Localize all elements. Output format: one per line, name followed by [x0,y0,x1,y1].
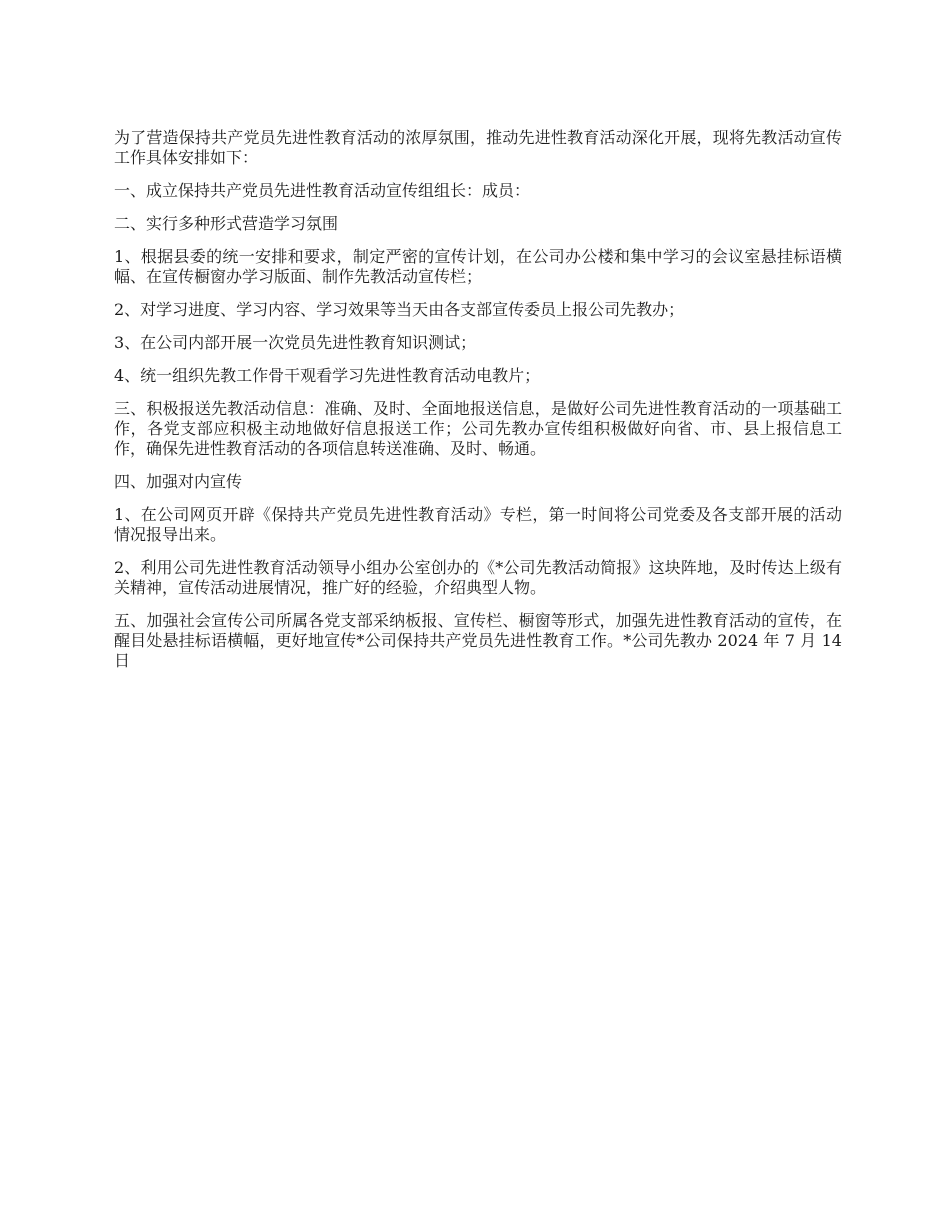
section-4-heading: 四、加强对内宣传 [114,472,243,491]
section-4-item-1: 1、在公司网页开辟《保持共产党员先进性教育活动》专栏，第一时间将公司党委及各支部开展的活动情况报导出来。 [114,505,842,544]
section-4-item-2: 2、利用公司先进性教育活动领导小组办公室创办的《*公司先教活动简报》这块阵地，及时传达上级有关精神，宣传活动进展情况，推广好的经验，介绍典型人物。 [114,558,842,597]
intro-paragraph: 为了营造保持共产党员先进性教育活动的浓厚氛围，推动先进性教育活动深化开展，现将先教活动宣传工作具体安排如下： [114,128,842,167]
section-5-paragraph: 五、加强社会宣传公司所属各党支部采纳板报、宣传栏、橱窗等形式，加强先进性教育活动的宣传，在醒目处悬挂标语横幅，更好地宣传*公司保持共产党员先进性教育工作。*公司先教办 2024 年 7 月 14 日 [114,611,842,670]
section-1-heading: 一、成立保持共产党员先进性教育活动宣传组组长：成员： [114,181,531,200]
section-2-item-2: 2、对学习进度、学习内容、学习效果等当天由各支部宣传委员上报公司先教办； [114,300,685,319]
section-2-item-4: 4、统一组织先教工作骨干观看学习先进性教育活动电教片； [114,366,541,385]
section-3-paragraph: 三、积极报送先教活动信息：准确、及时、全面地报送信息，是做好公司先进性教育活动的一项基础工作，各党支部应积极主动地做好信息报送工作；公司先教办宣传组积极做好向省、市、县上报信息工作，确保先进性教育活动的各项信息转送准确、及时、畅通。 [114,399,842,458]
section-2-heading: 二、实行多种形式营造学习氛围 [114,214,339,233]
document-body [114,128,842,684]
section-2-item-1: 1、根据县委的统一安排和要求，制定严密的宣传计划，在公司办公楼和集中学习的会议室悬挂标语横幅、在宣传橱窗办学习版面、制作先教活动宣传栏； [114,247,842,286]
section-2-item-3: 3、在公司内部开展一次党员先进性教育知识测试； [114,333,477,352]
